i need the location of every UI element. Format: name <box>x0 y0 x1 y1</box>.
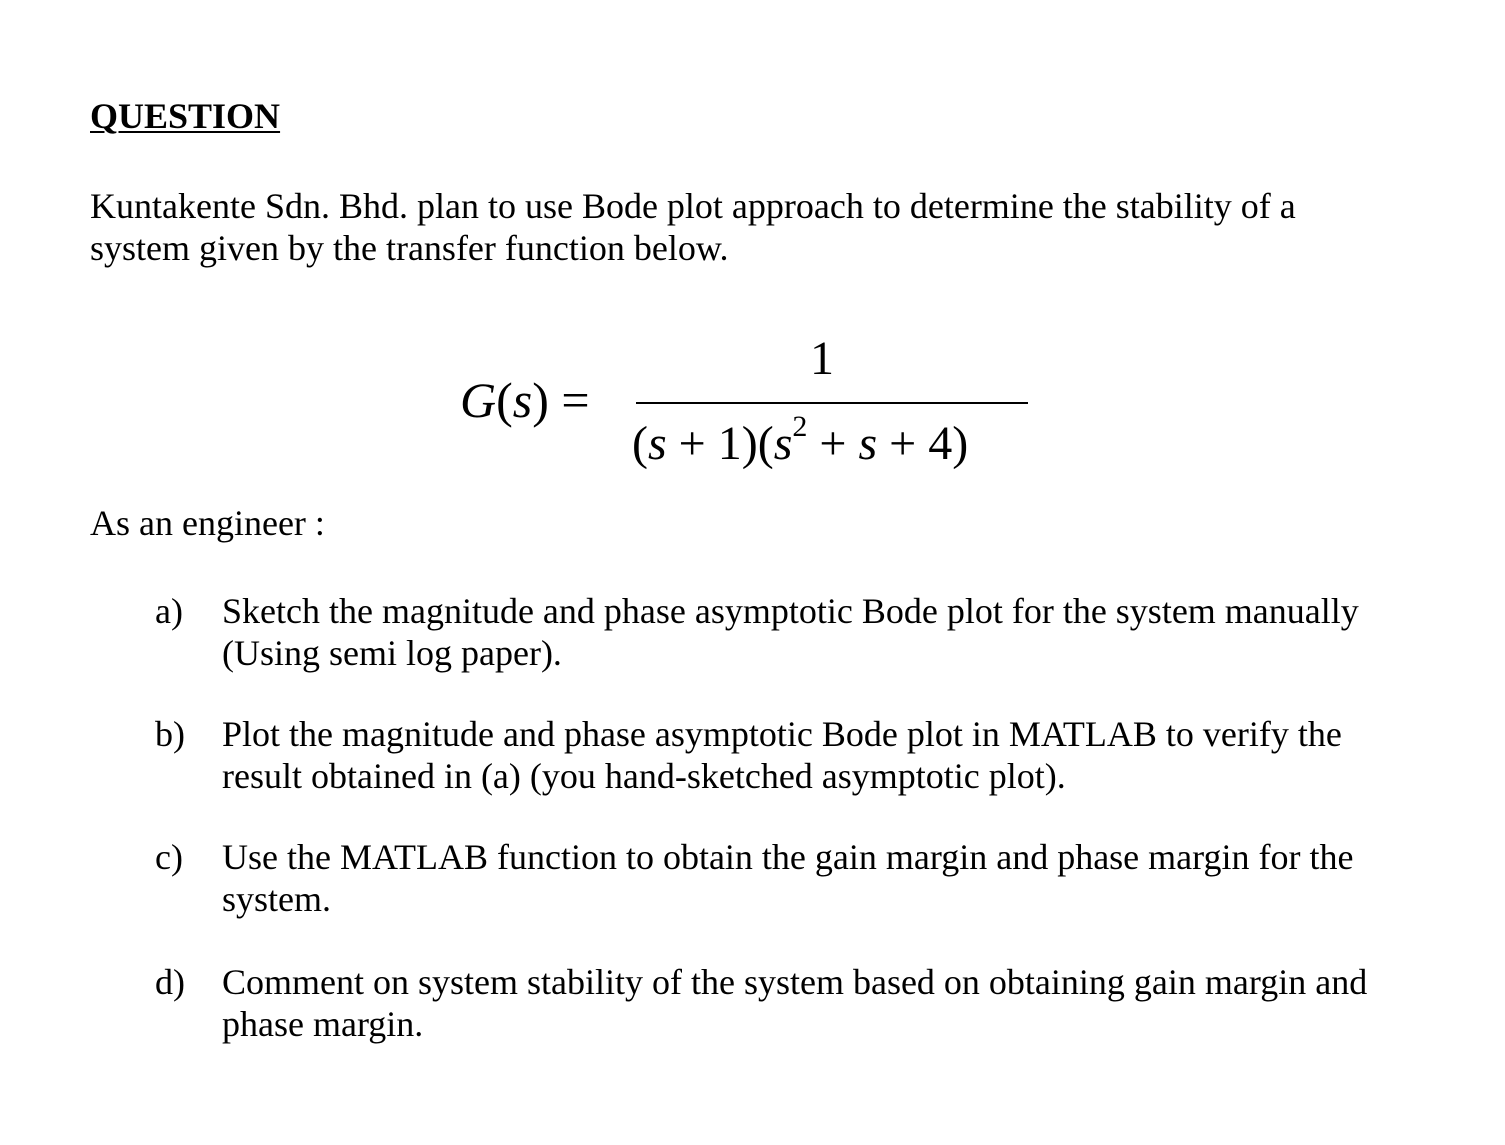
equation-lhs-var: s <box>512 372 533 428</box>
equation-numerator: 1 <box>810 332 834 385</box>
equation-denominator <box>632 410 969 470</box>
list-item-line-1: Plot the magnitude and phase asymptotic Bode plot in MATLAB to verify the <box>222 714 1342 754</box>
den-part1-rest: + 1)( <box>666 417 774 470</box>
den-exponent: 2 <box>792 410 808 443</box>
equation-lhs <box>460 372 590 428</box>
den-s2: s <box>773 417 793 470</box>
intro-line-2: system given by the transfer function below. <box>90 228 729 268</box>
list-marker: d) <box>155 962 185 1002</box>
den-part2-rest: + 4) <box>877 417 969 470</box>
lead-text: As an engineer : <box>90 503 325 543</box>
list-item-line-1: Sketch the magnitude and phase asymptotic Bode plot for the system manually <box>222 591 1359 631</box>
list-item-line-2: (Using semi log paper). <box>222 633 562 673</box>
den-open: ( <box>632 417 648 470</box>
equation-equals: = <box>548 372 590 428</box>
den-s3: s <box>858 417 878 470</box>
fraction-bar <box>636 402 1028 404</box>
equation-lhs-open: ( <box>496 372 513 428</box>
list-item-text <box>222 590 1422 674</box>
list-marker: b) <box>155 714 185 754</box>
intro-paragraph <box>90 185 1420 269</box>
list-item-text <box>222 713 1422 797</box>
transfer-function-equation <box>460 332 1040 475</box>
question-heading: QUESTION <box>90 96 281 136</box>
list-item-line-2: result obtained in (a) (you hand-sketched asymptotic plot). <box>222 756 1066 796</box>
list-item-text <box>222 836 1422 920</box>
list-item-line-2: phase margin. <box>222 1004 424 1044</box>
list-marker: a) <box>155 591 183 631</box>
list-item-text <box>222 961 1422 1045</box>
list-item-line-1: Comment on system stability of the system based on obtaining gain margin and <box>222 962 1368 1002</box>
intro-line-1: Kuntakente Sdn. Bhd. plan to use Bode plot approach to determine the stability of a <box>90 186 1296 226</box>
list-item-line-2: system. <box>222 879 332 919</box>
den-plus: + <box>807 417 859 470</box>
den-s1: s <box>647 417 667 470</box>
list-item-line-1: Use the MATLAB function to obtain the gain margin and phase margin for the <box>222 837 1354 877</box>
list-marker: c) <box>155 837 183 877</box>
equation-lhs-close: ) <box>532 372 549 428</box>
equation-function-name: G <box>460 372 497 428</box>
